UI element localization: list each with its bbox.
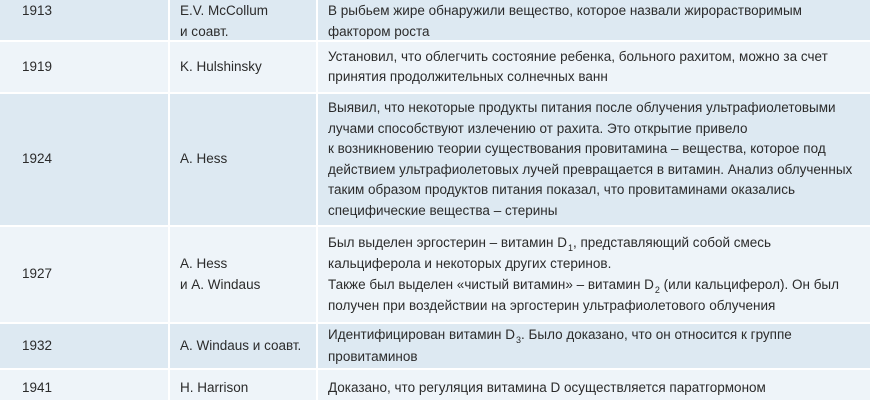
description-line: провитаминов [328, 348, 418, 364]
description-line: фактором роста [328, 23, 430, 39]
author-cell [170, 94, 318, 225]
description-cell [318, 42, 870, 92]
description-line: специфические вещества – стерины [328, 202, 558, 218]
year-cell [0, 42, 170, 92]
table-row [0, 94, 870, 227]
author-line: A. Hess [180, 256, 228, 271]
author-line: E.V. McCollum [180, 3, 269, 18]
table-row [0, 227, 870, 324]
description-cell [318, 324, 870, 368]
description-line: лучами способствуют излечению от рахита. Это открытие привело [328, 120, 748, 136]
author-line: и соавт. [180, 23, 229, 39]
author-cell [170, 42, 318, 92]
description-line: к возникновению теории существования провитамина – вещества, которое под [328, 141, 826, 156]
description-line: В рыбьем жире обнаружили вещество, которое назвали жирорастворимым [328, 3, 802, 18]
author-line: A. Hess [180, 151, 228, 167]
author-line: K. Hulshinsky [180, 58, 262, 74]
author-line: H. Harrison [180, 380, 249, 395]
description-text: . Было доказано, что он относится к группе [521, 327, 792, 342]
description-line: кальциферола и некоторых других стеринов. [328, 256, 612, 271]
description-line: принятия продолжительных солнечных ванн [328, 69, 608, 84]
author-cell [170, 227, 318, 322]
table-row [0, 370, 870, 400]
description-cell [318, 227, 870, 322]
description-text: Идентифицирован витамин D [328, 327, 515, 342]
year-cell [0, 370, 170, 400]
author-cell [170, 324, 318, 368]
description-line [328, 233, 839, 255]
description-line: Выявил, что некоторые продукты питания после облучения ультрафиолетовыми [328, 100, 836, 115]
author-cell [170, 0, 318, 40]
description-cell [318, 370, 870, 400]
description-cell [318, 94, 870, 225]
description-line [328, 275, 839, 297]
year-text: 1932 [22, 337, 53, 353]
author-line: и A. Windaus [180, 276, 261, 292]
description-line [328, 325, 792, 347]
table-row [0, 0, 870, 42]
year-text: 1927 [22, 266, 53, 282]
year-text: 1924 [22, 151, 53, 167]
description-line: Доказано, что регуляция витамина D осуществляется паратгормоном [328, 380, 766, 395]
year-cell [0, 227, 170, 322]
description-line: действием ультрафиолетовых лучей превращается в витамин. Анализ облученных [328, 161, 853, 177]
subscript: 2 [654, 284, 660, 295]
year-cell [0, 324, 170, 368]
description-text: Также был выделен «чистый витамин» – витамин D [328, 276, 654, 292]
table-row [0, 324, 870, 370]
description-text: Был выделен эргостерин – витамин D [328, 234, 567, 250]
year-text: 1919 [22, 58, 53, 74]
description-line: Установил, что облегчить состояние ребенка, больного рахитом, можно за счет [328, 48, 828, 64]
subscript: 3 [515, 335, 521, 345]
description-text: (или кальциферол). Он был [659, 276, 840, 292]
description-text: , представляющий собой смесь [572, 234, 772, 250]
year-cell [0, 94, 170, 225]
description-line: получен при воздействии на эргостерин ультрафиолетового облучения [328, 298, 776, 313]
description-cell [318, 0, 870, 40]
subscript: 1 [567, 242, 573, 253]
year-cell [0, 0, 170, 40]
author-line: A. Windaus и соавт. [180, 337, 302, 353]
table-row [0, 42, 870, 94]
description-line: таким образом продуктов питания показал, что провитаминами оказались [328, 182, 796, 197]
author-cell [170, 370, 318, 400]
year-text: 1913 [22, 3, 53, 18]
year-text: 1941 [22, 380, 53, 395]
